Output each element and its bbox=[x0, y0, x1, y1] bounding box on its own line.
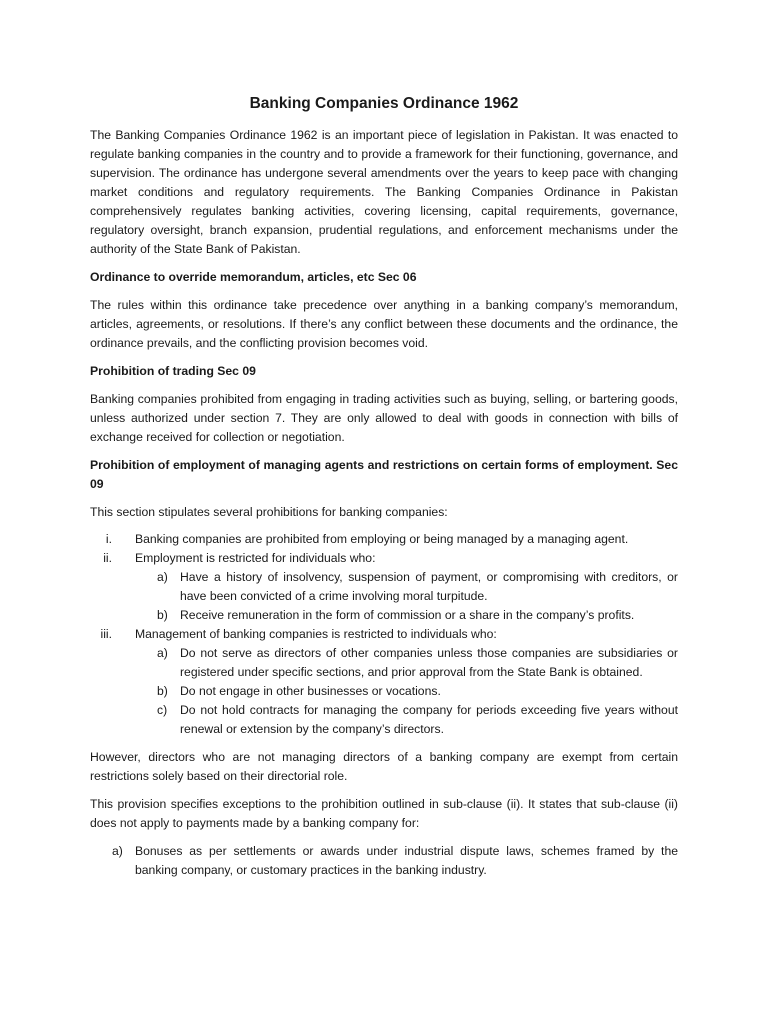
prohibitions-list bbox=[90, 530, 678, 739]
list-item bbox=[90, 842, 678, 880]
sub-list-item bbox=[135, 606, 678, 625]
sub-list-text: Do not engage in other businesses or vocations. bbox=[180, 684, 441, 698]
sec09-employment-intro: This section stipulates several prohibitions for banking companies: bbox=[90, 505, 448, 519]
provision-paragraph: This provision specifies exceptions to the prohibition outlined in sub-clause (ii). It states that sub-clause (ii) does not apply to payments made by a banking company for: bbox=[90, 797, 678, 830]
intro-paragraph: The Banking Companies Ordinance 1962 is an important piece of legislation in Pakistan. It was enacted to regulate banking companies in the country and to provide a framework for their functioning, governance, and supervision. The ordinance has undergone several amendments over the years to keep pace with changing market conditions and regulatory requirements. The Banking Companies Ordinance in Pakistan comprehensively regulates banking activities, covering licensing, capital requirements, governance, regulatory oversight, branch expansion, prudential regulations, and enforcement mechanisms under the authority of the State Bank of Pakistan. bbox=[90, 128, 678, 256]
list-text: Bonuses as per settlements or awards under industrial dispute laws, schemes framed by the banking company, or customary practices in the banking industry. bbox=[135, 844, 678, 877]
sec09-employment-heading: Prohibition of employment of managing agents and restrictions on certain forms of employment. Sec 09 bbox=[90, 458, 678, 491]
sec06-paragraph: The rules within this ordinance take precedence over anything in a banking company’s memorandum, articles, agreements, or resolutions. If there’s any conflict between these documents and the ordinance, the ordinance prevails, and the conflicting provision becomes void. bbox=[90, 298, 678, 350]
list-number: i. bbox=[105, 532, 112, 546]
sub-list-text: Have a history of insolvency, suspension of payment, or compromising with creditors, or have been convicted of a crime involving moral turpitude. bbox=[180, 570, 678, 603]
list-item bbox=[90, 625, 678, 739]
sub-list-item bbox=[135, 682, 678, 701]
sub-list-number: b) bbox=[157, 684, 168, 698]
sub-list-item bbox=[135, 701, 678, 739]
sub-list-item bbox=[135, 568, 678, 606]
list-text: Employment is restricted for individuals who: bbox=[135, 551, 376, 565]
sub-list bbox=[135, 568, 678, 625]
list-item bbox=[90, 549, 678, 625]
sub-list-text: Do not hold contracts for managing the company for periods exceeding five years without renewal or extension by the company’s directors. bbox=[180, 703, 678, 736]
list-text: Banking companies are prohibited from employing or being managed by a managing agent. bbox=[135, 532, 629, 546]
list-item bbox=[90, 530, 678, 549]
list-number: a) bbox=[112, 844, 123, 858]
sub-list-number: b) bbox=[157, 608, 168, 622]
sec06-heading: Ordinance to override memorandum, articles, etc Sec 06 bbox=[90, 270, 417, 284]
sec09-trading-heading: Prohibition of trading Sec 09 bbox=[90, 364, 256, 378]
list-text: Management of banking companies is restricted to individuals who: bbox=[135, 627, 497, 641]
list-number: iii. bbox=[100, 627, 112, 641]
list-number: ii. bbox=[103, 551, 112, 565]
sec09-trading-paragraph: Banking companies prohibited from engaging in trading activities such as buying, selling, or bartering goods, unless authorized under section 7. They are only allowed to deal with goods in connection with bills of exchange received for collection or negotiation. bbox=[90, 392, 678, 444]
sub-list-item bbox=[135, 644, 678, 682]
sub-list bbox=[135, 644, 678, 739]
sub-list-number: c) bbox=[157, 703, 168, 717]
sub-list-number: a) bbox=[157, 646, 168, 660]
sub-list-number: a) bbox=[157, 570, 168, 584]
exceptions-list bbox=[90, 842, 678, 880]
document-title: Banking Companies Ordinance 1962 bbox=[249, 95, 519, 112]
sub-list-text: Receive remuneration in the form of commission or a share in the company’s profits. bbox=[180, 608, 635, 622]
sub-list-text: Do not serve as directors of other companies unless those companies are subsidiaries or registered under specific sections, and prior approval from the State Bank is obtained. bbox=[180, 646, 678, 679]
however-paragraph: However, directors who are not managing directors of a banking company are exempt from certain restrictions solely based on their directorial role. bbox=[90, 750, 678, 783]
